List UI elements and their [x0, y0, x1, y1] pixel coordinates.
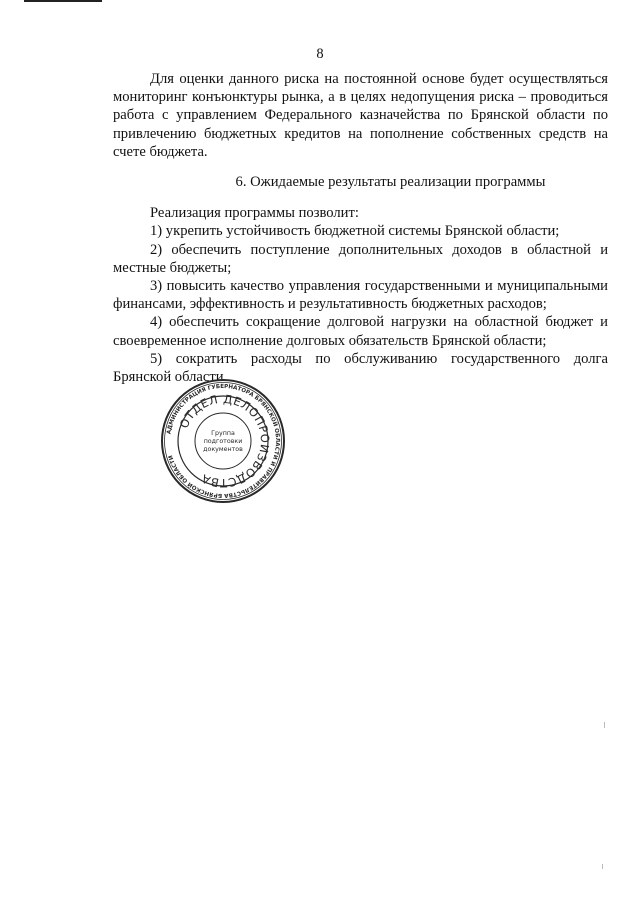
scan-mark — [604, 722, 605, 728]
stamp-center-line-1: Группа — [211, 430, 235, 437]
office-stamp — [160, 378, 286, 504]
top-edge-rule — [24, 0, 102, 2]
stamp-outer-text: АДМИНИСТРАЦИЯ ГУБЕРНАТОРА БРЯНСКОЙ ОБЛАСТИ И ПРАВИТЕЛЬСТВА БРЯНСКОЙ ОБЛАСТИ — [166, 383, 281, 499]
stamp-center-line-2: подготовки — [203, 438, 243, 445]
result-item-4: 4) обеспечить сокращение долговой нагрузки на областной бюджет и своевременное исполнение долговых обязательств Брянской области; — [113, 314, 608, 349]
result-item-3: 3) повысить качество управления государственными и муниципальными финансами, эффективность и результативность бюджетных расходов; — [113, 278, 608, 313]
document-body — [113, 70, 608, 386]
section-intro: Реализация программы позволит: — [150, 205, 359, 222]
stamp-inner-text: ОТДЕЛ ДЕЛОПРОИЗВОДСТВА — [176, 391, 273, 491]
stamp-center-line-3: документов — [203, 446, 243, 453]
risk-paragraph: Для оценки данного риска на постоянной основе будет осуществляться мониторинг конъюнктуры рынка, а в целях недопущения риска – проводиться работа с управлением Федерального казначейства по Брянской области по привлечению бюджетных кредитов на пополнение собственных средств на счете бюджета. — [113, 71, 608, 160]
page-number: 8 — [316, 46, 324, 62]
result-item-1: 1) укрепить устойчивость бюджетной системы Брянской области; — [150, 223, 560, 240]
section-heading: 6. Ожидаемые результаты реализации программы — [235, 174, 546, 191]
result-item-2: 2) обеспечить поступление дополнительных доходов в областной и местные бюджеты; — [113, 241, 608, 276]
result-item-5: 5) сократить расходы по обслуживанию государственного долга Брянской области. — [113, 350, 608, 386]
stamp-seal-icon — [160, 378, 286, 504]
scan-mark — [602, 864, 603, 869]
